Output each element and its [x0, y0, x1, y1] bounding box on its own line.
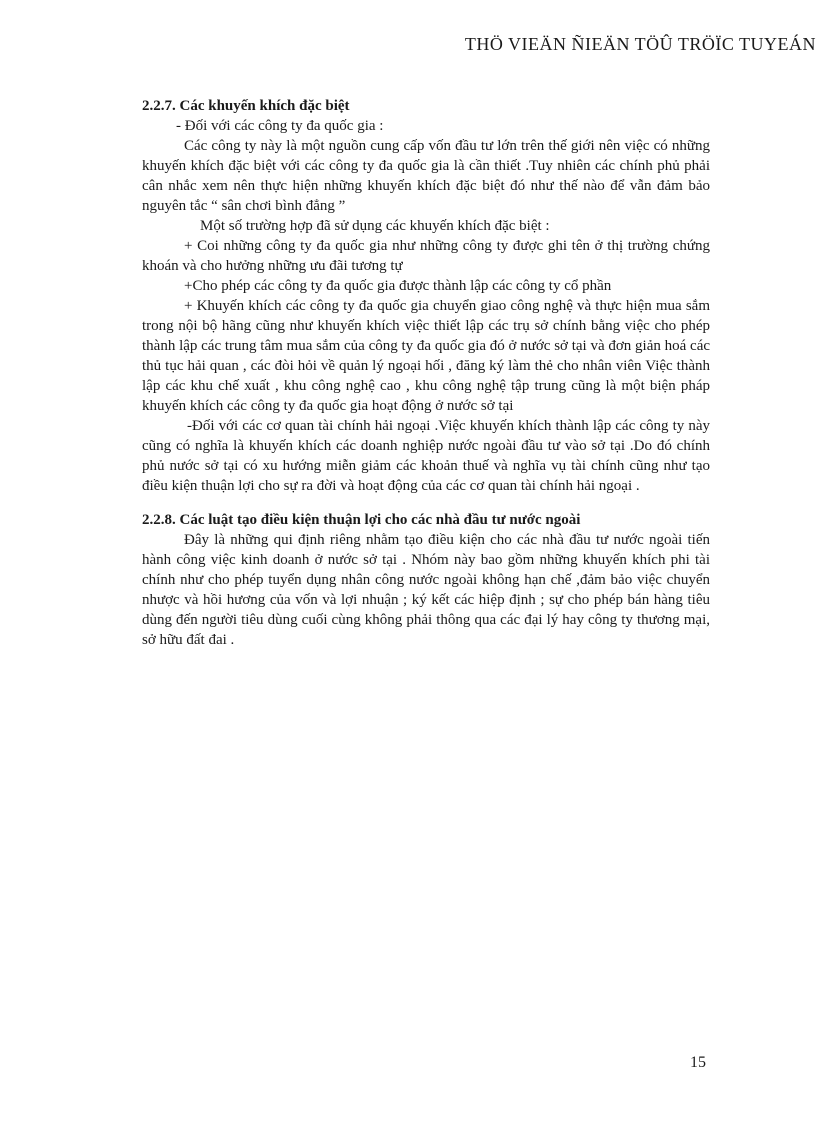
- running-header: THÖ VIEÄN ÑIEÄN TÖÛ TRÖÏC TUYEÁN: [464, 34, 816, 54]
- paragraph: -Đối với các cơ quan tài chính hải ngoại .Việc khuyến khích thành lập các công ty này cũng có nghĩa là khuyến khích các doanh nghiệp nước ngoài đầu tư vào sở tại .Do đó chính phủ nước sở tại có xu hướng miễn giảm các khoản thuế và nghĩa vụ tài chính cũng như tạo điều kiện thuận lợi cho sự ra đời và hoạt động của các cơ quan tài chính hải ngoại .: [142, 418, 710, 494]
- paragraph: - Đối với các công ty đa quốc gia :: [176, 118, 384, 134]
- paragraph: Các công ty này là một nguồn cung cấp vốn đầu tư lớn trên thế giới nên việc có những khuyến khích đặc biệt với các công ty đa quốc gia là cần thiết .Tuy nhiên các chính phủ phải cân nhắc xem nên thực hiện những khuyến khích đặc biệt đó như thế nào để vẫn đảm bảo nguyên tắc “ sân chơi bình đẳng ”: [142, 138, 710, 214]
- document-body: [142, 96, 710, 650]
- paragraph: Một số trường hợp đã sử dụng các khuyến khích đặc biệt :: [200, 218, 550, 234]
- page-number: 15: [690, 1054, 706, 1071]
- paragraph: + Coi những công ty đa quốc gia như những công ty được ghi tên ở thị trường chứng khoán và cho hưởng những ưu đãi tương tự: [142, 238, 710, 274]
- paragraph: +Cho phép các công ty đa quốc gia được thành lập các công ty cổ phần: [184, 278, 612, 294]
- section-heading-2-2-8: 2.2.8. Các luật tạo điều kiện thuận lợi cho các nhà đầu tư nước ngoài: [142, 512, 581, 528]
- section-2-2-8: [142, 510, 710, 650]
- paragraph: + Khuyến khích các công ty đa quốc gia chuyển giao công nghệ và thực hiện mua sắm trong nội bộ hãng cũng như khuyến khích việc thiết lập các trụ sở chính bằng việc cho phép thành lập các trung tâm mua sắm của công ty đa quốc gia đó ở nước sở tại và đơn giản hoá các thủ tục hải quan , các đòi hỏi về quản lý ngoại hối , đăng ký làm thẻ cho nhân viên Việc thành lập các khu chế xuất , khu công nghệ cao , khu công nghệ tập trung cũng là một biện pháp khuyến khích các công ty đa quốc gia hoạt động ở nước sở tại: [142, 298, 711, 414]
- section-heading-2-2-7: 2.2.7. Các khuyến khích đặc biệt: [142, 98, 350, 114]
- paragraph: Đây là những qui định riêng nhằm tạo điều kiện cho các nhà đầu tư nước ngoài tiến hành công việc kinh doanh ở nước sở tại . Nhóm này bao gồm những khuyến khích phi tài chính như cho phép tuyển dụng nhân công nước ngoài không hạn chế ,đảm bảo việc chuyển nhược và hồi hương của vốn và lợi nhuận ; ký kết các hiệp định ; sự cho phép bán hàng tiêu dùng đến người tiêu dùng cuối cùng không phải thông qua các đại lý hay công ty thương mại, sở hữu đất đai .: [142, 532, 710, 648]
